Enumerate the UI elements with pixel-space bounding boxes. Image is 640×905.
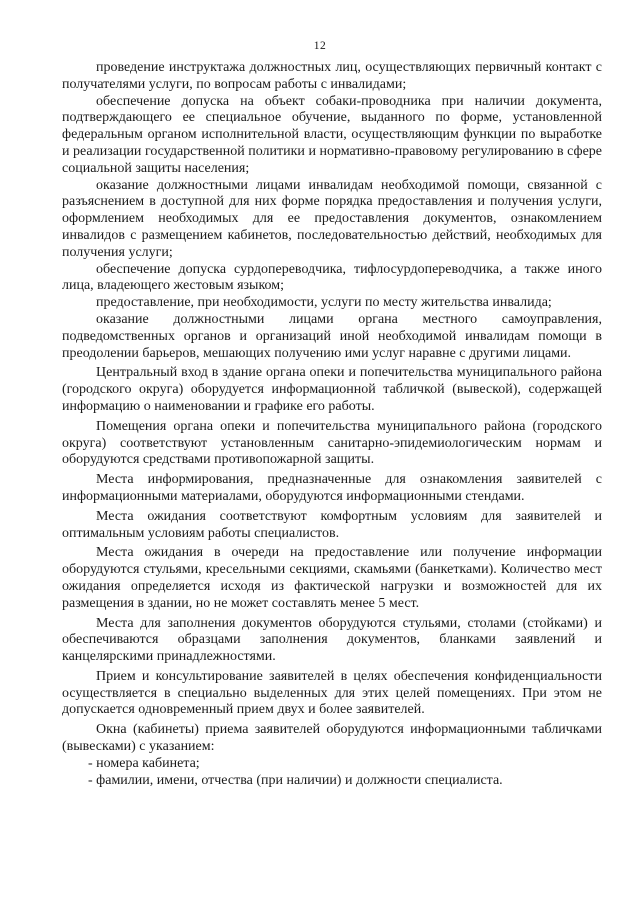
paragraph: Места информирования, предназначенные для ознакомления заявителей с информационными материалами, оборудуются информационными стендами. (62, 472, 602, 504)
paragraph: Центральный вход в здание органа опеки и попечительства муниципального района (городского округа) оборудуется информационной табличкой (вывеской), содержащей информацию о наименовании и графике его работы. (62, 365, 602, 414)
paragraph: обеспечение допуска сурдопереводчика, тифлосурдопереводчика, а также иного лица, владеющего жестовым языком; (62, 261, 602, 294)
paragraph: Помещения органа опеки и попечительства муниципального района (городского округа) соответствуют установленным санитарно-эпидемиологическим нормам и оборудуются средствами противопожарной защиты. (62, 418, 602, 468)
paragraph: оказание должностными лицами органа местного самоуправления, подведомственных органов и организаций иной необходимой инвалидам помощи в преодолении барьеров, мешающих получению ими услуг наравне с другими лицами. (62, 311, 602, 361)
paragraph: проведение инструктажа должностных лиц, осуществляющих первичный контакт с получателями услуги, по вопросам работы с инвалидами; (62, 60, 602, 92)
list-item: - номера кабинета; (88, 755, 200, 771)
paragraph: оказание должностными лицами инвалидам необходимой помощи, связанной с разъяснением в доступной для них форме порядка предоставления и получения услуги, оформлением необходимых для ее предоставления документов, ознакомлением инвалидов с размещением кабинетов, последовательностью действий, необходимых для получения услуги; (62, 177, 602, 260)
paragraph: предоставление, при необходимости, услуги по месту жительства инвалида; (96, 295, 552, 311)
list-item: - фамилии, имени, отчества (при наличии) и должности специалиста. (88, 772, 503, 788)
page-number: 12 (313, 40, 327, 52)
document-body (62, 60, 602, 789)
paragraph: обеспечение допуска на объект собаки-проводника при наличии документа, подтверждающего ее специальное обучение, выданного по форме, установленной федеральным органом исполнительной власти, осуществляющим функции по выработке и реализации государственной политики и нормативно-правовому регулированию в сфере социальной защиты населения; (62, 93, 602, 176)
paragraph: Прием и консультирование заявителей в целях обеспечения конфиденциальности осуществляется в специально выделенных для этих целей помещениях. При этом не допускается одновременный прием двух и более заявителей. (62, 668, 602, 718)
paragraph: Места ожидания в очереди на предоставление или получение информации оборудуются стульями, кресельными секциями, скамьями (банкетками). Количество мест ожидания определяется исходя из фактической нагрузки и возможностей для их размещения в здании, но не может составлять менее 5 мест. (62, 545, 602, 611)
paragraph: Места для заполнения документов оборудуются стульями, столами (стойками) и обеспечиваются образцами заполнения документов, бланками заявлений и канцелярскими принадлежностями. (62, 615, 602, 665)
paragraph: Окна (кабинеты) приема заявителей оборудуются информационными табличками (вывесками) с указанием: (62, 722, 602, 755)
paragraph: Места ожидания соответствуют комфортным условиям для заявителей и оптимальным условиям работы специалистов. (62, 508, 602, 541)
